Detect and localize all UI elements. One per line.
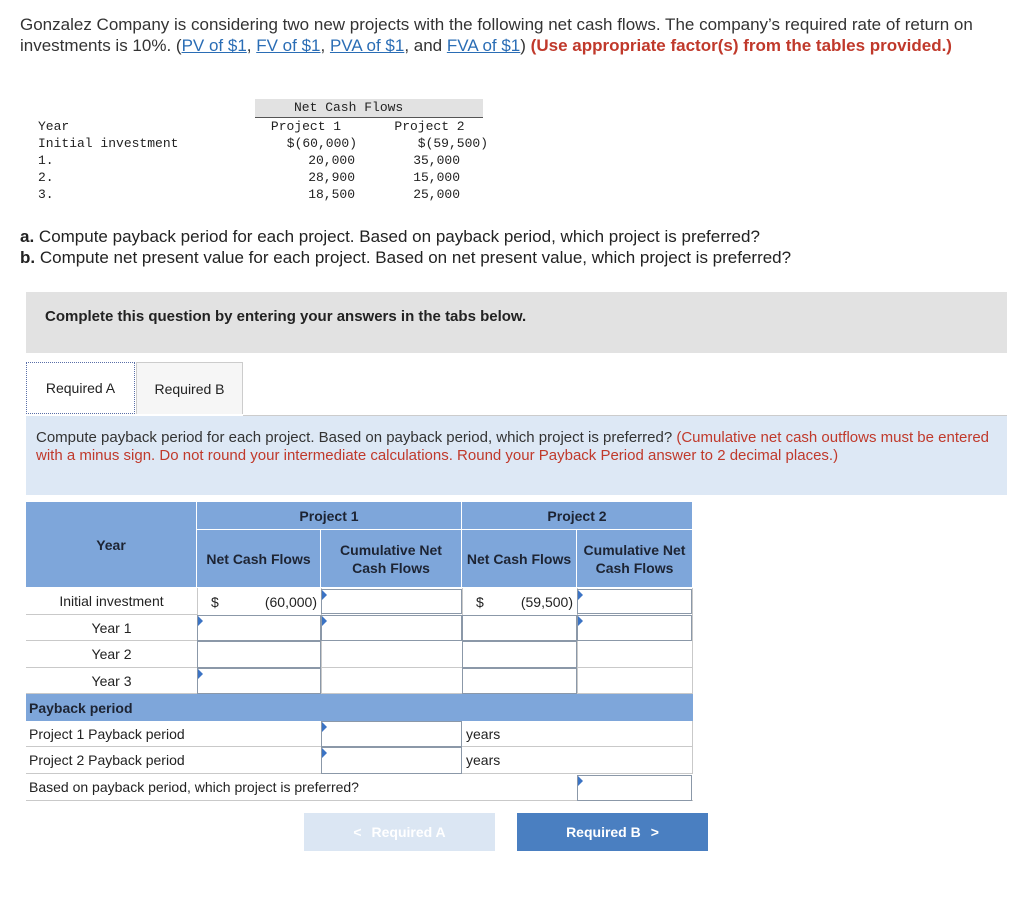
chevron-left-icon: < (353, 824, 362, 840)
pva-table-link[interactable]: PVA of $1 (329, 36, 405, 55)
fv-table-link[interactable]: FV of $1 (256, 36, 321, 55)
project-1-header: Project 1 (197, 502, 462, 530)
chevron-right-icon: > (650, 824, 659, 840)
project-2-header: Project 2 (462, 502, 693, 530)
payback-period-header: Payback period (26, 694, 197, 721)
row-year-3: Year 3 (26, 668, 197, 694)
p2-year1-ncf-input[interactable] (462, 615, 577, 641)
p2-cum-header: Cumulative Net Cash Flows (577, 530, 693, 588)
payback-table (26, 502, 693, 802)
p1-cum-header: Cumulative Net Cash Flows (321, 530, 462, 588)
question-a: a. Compute payback period for each project. Based on payback period, which project is preferred? (20, 227, 760, 246)
p2-initial-ncf: $ (59,500) (476, 593, 573, 610)
questions (20, 226, 791, 268)
question-b: b. Compute net present value for each project. Based on net present value, which project is preferred? (20, 248, 792, 267)
pv-table-link[interactable]: PV of $1 (181, 36, 247, 55)
group-header: Net Cash Flows (294, 100, 404, 115)
col-project-2: Project 2 (394, 119, 465, 134)
instruction-note: (Use appropriate factor(s) from the tables provided.) (530, 36, 952, 55)
row-label: 3. (38, 187, 54, 202)
prev-required-a-button[interactable]: < Required A (304, 813, 495, 851)
p2-value: 15,000 (413, 170, 460, 185)
p1-value: 18,500 (308, 187, 355, 202)
p2-value: 35,000 (413, 153, 460, 168)
row-label: 1. (38, 153, 54, 168)
p2-payback-input[interactable] (321, 747, 462, 774)
col-project-1: Project 1 (270, 119, 342, 134)
row-year-2: Year 2 (26, 641, 197, 668)
p2-ncf-header: Net Cash Flows (462, 530, 577, 588)
p1-year1-ncf-input[interactable] (197, 615, 321, 641)
p1-payback-input[interactable] (321, 721, 462, 747)
row-label: 2. (38, 170, 54, 185)
p2-year3-ncf-input[interactable] (462, 668, 577, 694)
p1-year2-ncf-input[interactable] (197, 641, 321, 668)
p1-year3-ncf-input[interactable] (197, 668, 321, 694)
p1-initial-cum-input[interactable] (321, 589, 462, 614)
fva-table-link[interactable]: FVA of $1 (446, 36, 521, 55)
tab-required-a[interactable]: Required A (26, 362, 135, 414)
p2-value: $(59,500) (417, 136, 488, 151)
p2-years-unit: years (466, 752, 501, 768)
p1-value: 20,000 (308, 153, 355, 168)
given-cash-flow-table (36, 99, 488, 207)
p1-value: 28,900 (308, 170, 355, 185)
p2-payback-label: Project 2 Payback period (26, 747, 693, 774)
row-year-1: Year 1 (26, 615, 197, 641)
p1-years-unit: years (466, 726, 501, 742)
tab-required-b[interactable]: Required B (136, 362, 243, 414)
p1-ncf-header: Net Cash Flows (197, 530, 321, 588)
tab-instructions: Compute payback period for each project. Based on payback period, which project is preferred? (Cumulative net cash outflows must be entered with a minus sign. Do not round your intermediate calculations. Round your Payback Period answer to 2 decimal places.) (26, 416, 1007, 495)
tabs-banner: Complete this question by entering your answers in the tabs below. (26, 292, 1007, 353)
year-header: Year (26, 502, 197, 588)
preferred-project-label: Based on payback period, which project is preferred? (26, 774, 693, 801)
row-initial-investment: Initial investment (26, 588, 197, 615)
row-label: Initial investment (38, 136, 179, 151)
p2-value: 25,000 (413, 187, 460, 202)
preferred-project-select[interactable] (577, 775, 692, 801)
p2-year2-ncf-input[interactable] (462, 641, 577, 668)
p1-value: $(60,000) (286, 136, 357, 151)
problem-intro: Gonzalez Company is considering two new projects with the following net cash flows. The company’s required rate of return on investments is 10%. (PV of $1, FV of $1, PVA of $1, and FVA of $1) (Use appropriate factor(s) from the tables provided.) (20, 15, 973, 55)
next-required-b-button[interactable]: Required B > (517, 813, 708, 851)
p2-year1-cum-input[interactable] (577, 615, 692, 641)
p1-initial-ncf: $ (60,000) (211, 593, 317, 610)
p2-initial-cum-input[interactable] (577, 589, 692, 614)
col-year: Year (38, 119, 70, 134)
p1-year1-cum-input[interactable] (321, 615, 462, 641)
p1-payback-label: Project 1 Payback period (26, 721, 693, 747)
